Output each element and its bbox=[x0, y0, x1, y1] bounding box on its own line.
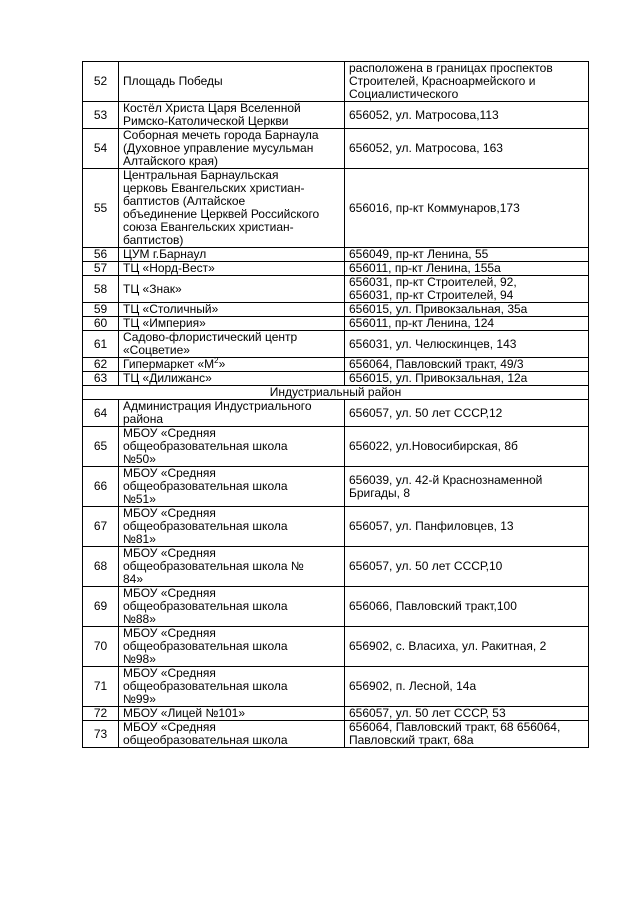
object-address: расположена в границах проспектов Строителей, Красноармейского и Социалистического bbox=[345, 62, 589, 102]
row-number: 55 bbox=[83, 169, 119, 248]
row-number: 71 bbox=[83, 667, 119, 707]
table-row bbox=[83, 427, 589, 467]
district-heading: Индустриальный район bbox=[83, 386, 589, 400]
object-name: МБОУ «Средняя общеобразовательная школа № 84» bbox=[119, 547, 345, 587]
row-number: 65 bbox=[83, 427, 119, 467]
table-row bbox=[83, 303, 589, 317]
table-row bbox=[83, 707, 589, 721]
name-text-end: » bbox=[218, 357, 226, 371]
table-body-mid bbox=[83, 358, 589, 400]
object-name: ТЦ «Знак» bbox=[119, 276, 345, 303]
object-name: МБОУ «Средняя общеобразовательная школа №51» bbox=[119, 467, 345, 507]
table-row bbox=[83, 276, 589, 303]
object-name: МБОУ «Средняя общеобразовательная школа №81» bbox=[119, 507, 345, 547]
row-number: 56 bbox=[83, 248, 119, 262]
table-row bbox=[83, 248, 589, 262]
object-address: 656902, п. Лесной, 14а bbox=[345, 667, 589, 707]
table-row bbox=[83, 102, 589, 129]
object-name: ТЦ «Империя» bbox=[119, 317, 345, 331]
object-address: 656057, ул. 50 лет СССР,12 bbox=[345, 400, 589, 427]
superscript: 2 bbox=[214, 356, 219, 365]
object-name: МБОУ «Средняя общеобразовательная школа №50» bbox=[119, 427, 345, 467]
row-number: 59 bbox=[83, 303, 119, 317]
object-address: 656011, пр-кт Ленина, 155а bbox=[345, 262, 589, 276]
object-address: 656066, Павловский тракт,100 bbox=[345, 587, 589, 627]
row-number: 64 bbox=[83, 400, 119, 427]
object-name: ЦУМ г.Барнаул bbox=[119, 248, 345, 262]
object-name: Площадь Победы bbox=[119, 62, 345, 102]
addresses-table bbox=[82, 61, 589, 748]
object-name: Садово-флористический центр «Соцветие» bbox=[119, 331, 345, 358]
row-number: 67 bbox=[83, 507, 119, 547]
object-name: МБОУ «Средняя общеобразовательная школа №88» bbox=[119, 587, 345, 627]
object-address: 656064, Павловский тракт, 68 656064, Павловский тракт, 68а bbox=[345, 721, 589, 748]
object-address: 656064, Павловский тракт, 49/3 bbox=[345, 358, 589, 372]
object-address: 656902, с. Власиха, ул. Ракитная, 2 bbox=[345, 627, 589, 667]
table-row bbox=[83, 331, 589, 358]
object-name: Костёл Христа Царя Вселенной Римско-Католической Церкви bbox=[119, 102, 345, 129]
object-name: МБОУ «Средняя общеобразовательная школа bbox=[119, 721, 345, 748]
object-address: 656049, пр-кт Ленина, 55 bbox=[345, 248, 589, 262]
object-address: 656039, ул. 42-й Краснознаменной Бригады, 8 bbox=[345, 467, 589, 507]
object-address: 656015, ул. Привокзальная, 35а bbox=[345, 303, 589, 317]
table-row bbox=[83, 129, 589, 169]
object-name: ТЦ «Норд-Вест» bbox=[119, 262, 345, 276]
object-name: Соборная мечеть города Барнаула (Духовное управление мусульман Алтайского края) bbox=[119, 129, 345, 169]
table-row bbox=[83, 262, 589, 276]
table-row bbox=[83, 547, 589, 587]
object-address: 656015, ул. Привокзальная, 12а bbox=[345, 372, 589, 386]
table-row bbox=[83, 400, 589, 427]
table-row bbox=[83, 507, 589, 547]
table-row bbox=[83, 317, 589, 331]
object-address: 656052, ул. Матросова, 163 bbox=[345, 129, 589, 169]
row-number: 69 bbox=[83, 587, 119, 627]
row-number: 52 bbox=[83, 62, 119, 102]
table-row bbox=[83, 587, 589, 627]
object-name: Администрация Индустриального района bbox=[119, 400, 345, 427]
section-row bbox=[83, 386, 589, 400]
object-name: МБОУ «Лицей №101» bbox=[119, 707, 345, 721]
row-number: 53 bbox=[83, 102, 119, 129]
object-address: 656057, ул. 50 лет СССР, 53 bbox=[345, 707, 589, 721]
table-row bbox=[83, 627, 589, 667]
row-number: 62 bbox=[83, 358, 119, 372]
object-address: 656057, ул. 50 лет СССР,10 bbox=[345, 547, 589, 587]
object-name: ТЦ «Дилижанс» bbox=[119, 372, 345, 386]
object-name: МБОУ «Средняя общеобразовательная школа №99» bbox=[119, 667, 345, 707]
object-name: МБОУ «Средняя общеобразовательная школа №98» bbox=[119, 627, 345, 667]
table-row bbox=[83, 62, 589, 102]
object-name bbox=[119, 358, 345, 372]
table-row bbox=[83, 667, 589, 707]
object-address: 656031, пр-кт Строителей, 92, 656031, пр-кт Строителей, 94 bbox=[345, 276, 589, 303]
row-number: 54 bbox=[83, 129, 119, 169]
row-number: 73 bbox=[83, 721, 119, 748]
object-address: 656022, ул.Новосибирская, 8б bbox=[345, 427, 589, 467]
table-row bbox=[83, 358, 589, 372]
row-number: 72 bbox=[83, 707, 119, 721]
object-address: 656031, ул. Челюскинцев, 143 bbox=[345, 331, 589, 358]
table-row bbox=[83, 721, 589, 748]
object-address: 656011, пр-кт Ленина, 124 bbox=[345, 317, 589, 331]
object-name: ТЦ «Столичный» bbox=[119, 303, 345, 317]
table-row bbox=[83, 467, 589, 507]
row-number: 63 bbox=[83, 372, 119, 386]
row-number: 60 bbox=[83, 317, 119, 331]
row-number: 58 bbox=[83, 276, 119, 303]
object-address: 656057, ул. Панфиловцев, 13 bbox=[345, 507, 589, 547]
object-name: Центральная Барнаульская церковь Евангельских христиан- баптистов (Алтайское объединение Церквей Российского союза Евангельских христиан- баптистов) bbox=[119, 169, 345, 248]
object-address: 656016, пр-кт Коммунаров,173 bbox=[345, 169, 589, 248]
table-body-bottom bbox=[83, 400, 589, 748]
table-body-top bbox=[83, 62, 589, 358]
row-number: 68 bbox=[83, 547, 119, 587]
table-row bbox=[83, 372, 589, 386]
row-number: 57 bbox=[83, 262, 119, 276]
row-number: 61 bbox=[83, 331, 119, 358]
row-number: 66 bbox=[83, 467, 119, 507]
table-row bbox=[83, 169, 589, 248]
name-text: Гипермаркет «М bbox=[123, 357, 215, 371]
row-number: 70 bbox=[83, 627, 119, 667]
object-address: 656052, ул. Матросова,113 bbox=[345, 102, 589, 129]
